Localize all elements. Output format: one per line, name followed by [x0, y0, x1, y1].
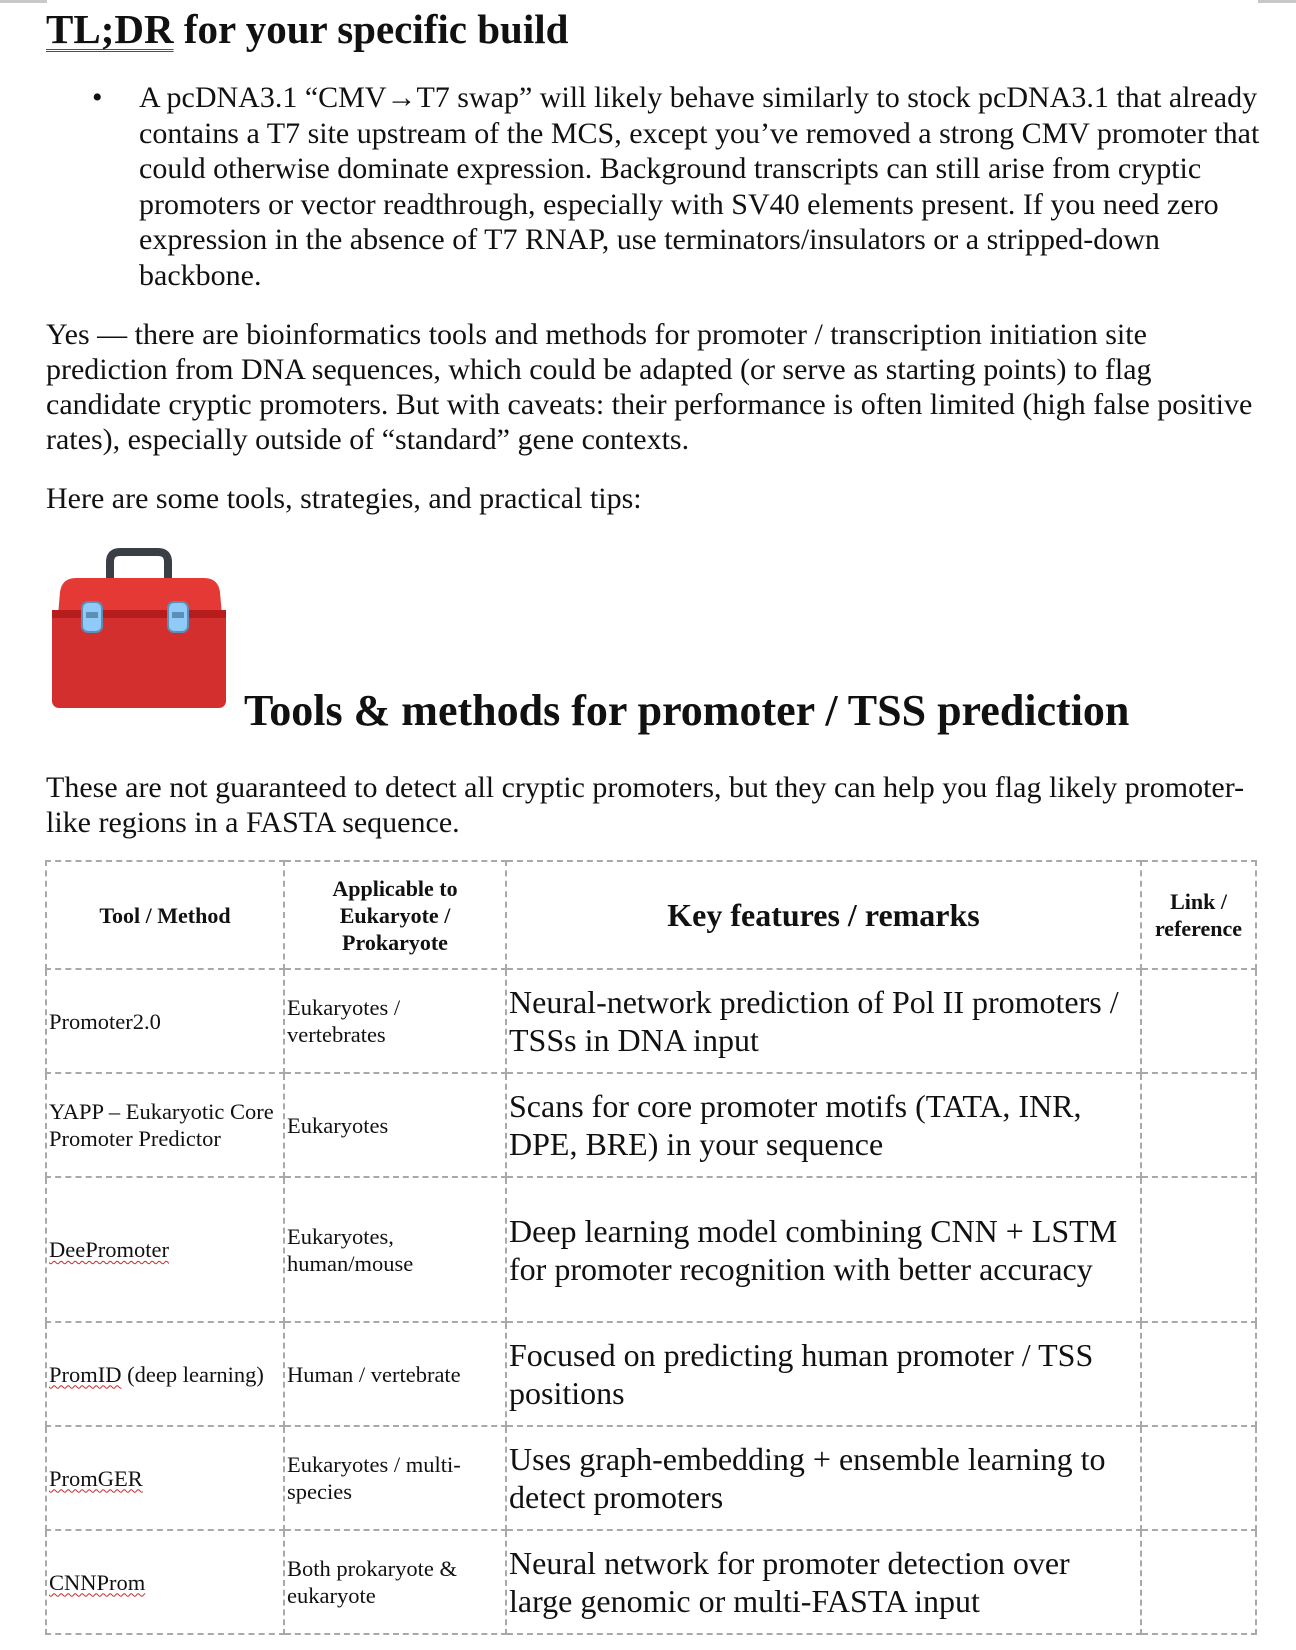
paragraph-tips: Here are some tools, strategies, and practical tips:	[46, 482, 642, 515]
section-title: Tools & methods for promoter / TSS prediction	[244, 686, 1130, 735]
cell-tool	[46, 1530, 284, 1634]
header-applicable: Applicable to Eukaryote / Prokaryote	[284, 861, 506, 969]
table-row	[46, 969, 1256, 1073]
table-row	[46, 1322, 1256, 1426]
cell-tool	[46, 1177, 284, 1322]
heading-tldr: TL;DR	[46, 6, 174, 52]
cell-features: Neural-network prediction of Pol II promoters / TSSs in DNA input	[506, 969, 1141, 1073]
cell-applicable: Eukaryotes, human/mouse	[284, 1177, 506, 1322]
cell-link	[1141, 1426, 1256, 1530]
cell-tool	[46, 1073, 284, 1177]
cell-link	[1141, 1530, 1256, 1634]
cell-tool	[46, 1322, 284, 1426]
cell-tool	[46, 969, 284, 1073]
tools-table	[45, 860, 1257, 1635]
cell-link	[1141, 969, 1256, 1073]
top-divider-right	[1258, 0, 1296, 3]
table-row	[46, 1426, 1256, 1530]
table-row	[46, 1177, 1256, 1322]
cell-tool	[46, 1426, 284, 1530]
table-header-row	[46, 861, 1256, 969]
page-heading	[46, 4, 568, 54]
cell-features: Neural network for promoter detection over large genomic or multi-FASTA input	[506, 1530, 1141, 1634]
table-row	[46, 1530, 1256, 1634]
tool-name: YAPP – Eukaryotic Core Promoter Predictor	[49, 1099, 274, 1151]
cell-features: Focused on predicting human promoter / TSS positions	[506, 1322, 1141, 1426]
cell-features: Deep learning model combining CNN + LSTM for promoter recognition with better accuracy	[506, 1177, 1141, 1322]
heading-rest: for your specific build	[173, 6, 569, 52]
cell-features: Scans for core promoter motifs (TATA, INR, DPE, BRE) in your sequence	[506, 1073, 1141, 1177]
tool-name: PromID	[49, 1361, 122, 1387]
cell-applicable: Eukaryotes / multi-species	[284, 1426, 506, 1530]
paragraph-yes: Yes — there are bioinformatics tools and methods for promoter / transcription initiation site prediction from DNA sequences, which could be adapted (or serve as starting points) to flag candidate cryptic promoters. But with caveats: their performance is often limited (high false positive rates), especially outside of “standard” gene contexts.	[46, 318, 1253, 456]
cell-link	[1141, 1322, 1256, 1426]
top-divider-left	[0, 0, 47, 3]
header-link-reference: Link / reference	[1141, 861, 1256, 969]
cell-link	[1141, 1073, 1256, 1177]
cell-link	[1141, 1177, 1256, 1322]
bullet-item	[86, 80, 1266, 293]
header-tool-method: Tool / Method	[46, 861, 284, 969]
tool-name: CNNProm	[49, 1569, 146, 1595]
paragraph-disclaimer: These are not guaranteed to detect all cryptic promoters, but they can help you flag likely promoter-like regions in a FASTA sequence.	[46, 771, 1245, 839]
header-key-features: Key features / remarks	[506, 861, 1141, 969]
bullet-text: A pcDNA3.1 “CMV→T7 swap” will likely behave similarly to stock pcDNA3.1 that already contains a T7 site upstream of the MCS, except you’ve removed a strong CMV promoter that could otherwise dominate expression. Background transcripts can still arise from cryptic promoters or vector readthrough, especially with SV40 elements present. If you need zero expression in the absence of T7 RNAP, use terminators/insulators or a stripped-down backbone.	[139, 81, 1260, 292]
cell-features: Uses graph-embedding + ensemble learning to detect promoters	[506, 1426, 1141, 1530]
tool-name: DeePromoter	[49, 1237, 169, 1262]
cell-applicable: Both prokaryote & eukaryote	[284, 1530, 506, 1634]
cell-applicable: Human / vertebrate	[284, 1322, 506, 1426]
tool-name: PromGER	[49, 1465, 143, 1491]
toolbox-icon	[50, 548, 230, 714]
cell-applicable: Eukaryotes	[284, 1073, 506, 1177]
bullet-list	[86, 80, 1266, 293]
tool-suffix: (deep learning)	[121, 1361, 264, 1387]
tool-name: Promoter2.0	[49, 1008, 161, 1034]
bullet-marker: •	[92, 81, 103, 114]
table-row	[46, 1073, 1256, 1177]
cell-applicable: Eukaryotes / vertebrates	[284, 969, 506, 1073]
